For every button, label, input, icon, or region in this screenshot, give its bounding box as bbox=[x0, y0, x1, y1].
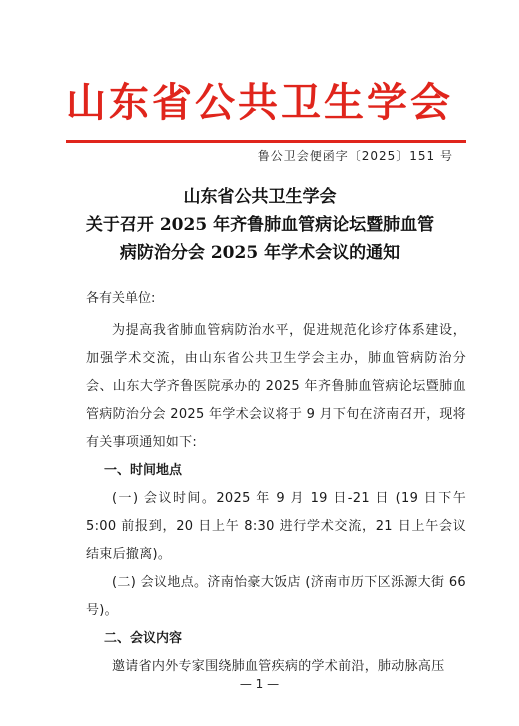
section-1-time: (一) 会议时间。2025 年 9 月 19 日-21 日 (19 日下午 5:00 前报到，20 日上午 8:30 进行学术交流，21 日上午会议结束后撤离)。 bbox=[86, 491, 466, 562]
section-2-paragraph: 邀请省内外专家围绕肺血管疾病的学术前沿，肺动脉高压 bbox=[112, 659, 445, 674]
title-line-1: 山东省公共卫生学会 bbox=[183, 187, 337, 207]
page-number: — 1 — bbox=[239, 677, 280, 691]
section-1-heading: 一、时间地点 bbox=[104, 463, 183, 478]
org-header: 山东省公共卫生学会 bbox=[66, 80, 453, 126]
intro-paragraph: 为提高我省肺血管病防治水平，促进规范化诊疗体系建设，加强学术交流，由山东省公共卫生学会主办，肺血管病防治分会、山东大学齐鲁医院承办的 2025 年齐鲁肺血管病论坛暨肺血管病防治分会 2025 年学术会议将于 9 月下旬在济南召开，现将有关事项通知如下: bbox=[86, 323, 466, 450]
document-title bbox=[40, 183, 480, 267]
header-divider bbox=[66, 140, 466, 143]
title-line-2: 关于召开 2025 年齐鲁肺血管病论坛暨肺血管 bbox=[85, 215, 435, 235]
section-1-venue: (二) 会议地点。济南怡豪大饭店 (济南市历下区泺源大街 66 号)。 bbox=[86, 575, 466, 618]
document-number: 鲁公卫会便函字〔2025〕151 号 bbox=[257, 149, 453, 163]
title-line-3: 病防治分会 2025 年学术会议的通知 bbox=[119, 243, 401, 263]
document-body bbox=[86, 287, 466, 681]
salutation: 各有关单位: bbox=[86, 291, 156, 306]
section-2-heading: 二、会议内容 bbox=[104, 631, 183, 646]
